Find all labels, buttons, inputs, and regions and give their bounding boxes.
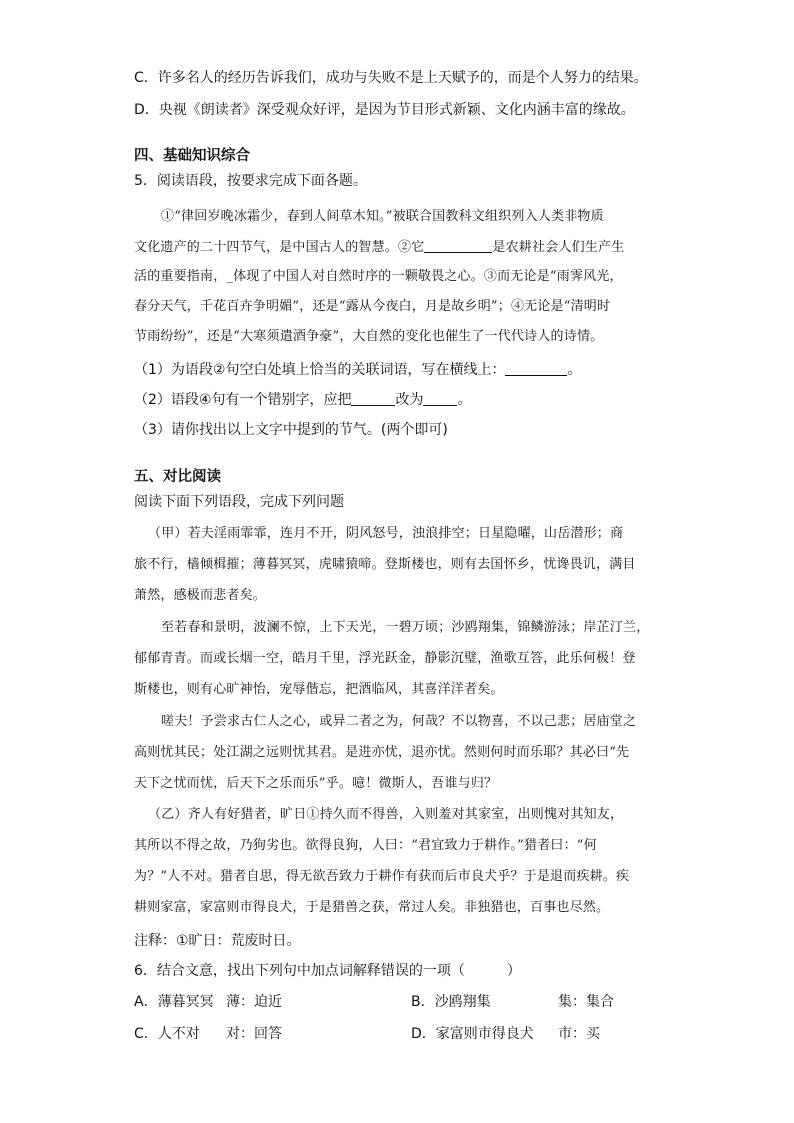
yi-line-2: 其所以不得之故，乃狗劣也。欲得良狗，人曰：“君宜致力于耕作。”猎者曰：“何 [134,838,597,853]
jia-line-8: 高则忧其民；处江湖之远则忧其君。是进亦忧，退亦忧。然则何时而乐耶？其必曰“先 [134,745,630,760]
q6-option-c-text: C．人不对 [134,1026,200,1042]
jia-line-5: 郁郁青青。而或长烟一空，皓月千里，浮光跃金，静影沉璧，渔歌互答，此乐何极！登 [134,651,636,666]
q5-sub2-text: （2）语段④句有一个错别字，应把 [134,392,352,408]
q6-option-d-text: D．家富则市得良犬 [411,1026,534,1042]
q6-option-b-explanation: 集：集合 [558,994,614,1010]
jia-line-6: 斯楼也，则有心旷神怡，宠辱偕忘，把酒临风，其喜洋洋者矣。 [134,682,504,697]
jia-line-2: 旅不行，樯倾楫摧；薄暮冥冥，虎啸猿啼。登斯楼也，则有去国怀乡，忧谗畏讥，满目 [134,557,636,572]
q6-option-b[interactable] [411,993,491,1011]
q5-sub2-end: 。 [457,392,472,408]
q6-option-a[interactable] [134,993,214,1011]
q5-sub2-blank-correct[interactable] [423,391,457,406]
jia-line-4: 至若春和景明，波澜不惊，上下天光，一碧万顷；沙鸥翔集，锦鳞游泳；岸芷汀兰， [161,620,650,635]
section5-heading: 五、对比阅读 [134,469,221,485]
passage-line-4: 春分天气，千花百卉争明媚”，还是“露从今夜白，月是故乡明”；④无论是“清明时 [134,299,611,314]
q5-sub1-answer-blank[interactable] [505,361,567,376]
q5-stem: 5．阅读语段，按要求完成下面各题。 [134,173,367,189]
q5-blank-1[interactable] [424,238,492,253]
q4-option-d: D．央视《朗读者》深受观众好评，是因为节目形式新颖、文化内涵丰富的缘故。 [134,102,635,118]
q6-option-c[interactable] [134,1025,200,1043]
annotation-note: 注释：①旷日：荒废时日。 [134,933,301,949]
q4-option-c: C．许多名人的经历告诉我们，成功与失败不是上天赋予的，而是个人努力的结果。 [134,70,648,86]
q5-sub1-end: 。 [567,362,582,378]
passage-line-2-end: 是农耕社会人们生产生 [492,240,625,255]
q5-sub2-mid: 改为 [395,392,424,408]
q5-sub2-blank-wrong[interactable] [351,391,395,406]
q5-sub1-text: （1）为语段②句空白处填上恰当的关联词语，写在横线上： [134,362,506,378]
q6-stem: 6．结合文意，找出下列句中加点词解释错误的一项（ ） [134,963,521,979]
q5-sub2 [134,391,471,409]
jia-line-7: 嗟夫！予尝求古仁人之心，或异二者之为，何哉？不以物喜，不以己悲；居庙堂之 [161,714,637,729]
jia-line-3: 萧然，感极而悲者矣。 [134,588,267,603]
yi-line-1: （乙）齐人有好猎者，旷日①持久而不得兽，入则羞对其家室，出则愧对其知友， [148,807,624,822]
yi-line-3: 为？”人不对。猎者自思，得无欲吾致力于耕作有获而后市良犬乎？于是退而疾耕。疾 [134,869,630,884]
passage-line-2 [134,238,624,257]
passage-line-5: 节雨纷纷”，还是“大寒须遣酒争豪”，大自然的变化也催生了一代代诗人的诗情。 [134,329,604,344]
q5-sub3: （3）请你找出以上文字中提到的节气。(两个即可) [134,422,448,438]
passage-line-2-start: 文化遗产的二十四节气，是中国古人的智慧。②它 [134,240,425,255]
section4-heading: 四、基础知识综合 [134,148,250,164]
q5-sub1 [134,361,581,379]
passage-line-3: 活的重要指南，_体现了中国人对自然时序的一颗敬畏之心。③而无论是“雨霁风光， [134,269,623,284]
q6-option-d[interactable] [411,1025,534,1043]
q6-option-c-explanation: 对：回答 [226,1026,282,1042]
jia-line-9: 天下之忧而忧，后天下之乐而乐”乎。噫！微斯人，吾谁与归？ [134,776,498,791]
q6-option-a-text: A．薄暮冥冥 [134,994,214,1010]
q6-option-a-explanation: 薄：迫近 [226,994,282,1010]
passage-line-1: ①“律回岁晚冰霜少，春到人间草木知。”被联合国教科文组织列入人类非物质 [161,209,604,224]
yi-line-4: 耕则家富，家富则市得良犬，于是猎兽之获，常过人矣。非独猎也，百事也尽然。 [134,900,610,915]
q6-option-b-text: B．沙鸥翔集 [411,994,491,1010]
q6-option-d-explanation: 市：买 [558,1026,600,1042]
section5-intro: 阅读下面下列语段，完成下列问题 [134,494,344,510]
jia-line-1: （甲）若夫淫雨霏霏，连月不开，阴风怒号，浊浪排空；日星隐曜，山岳潜形；商 [148,526,624,541]
